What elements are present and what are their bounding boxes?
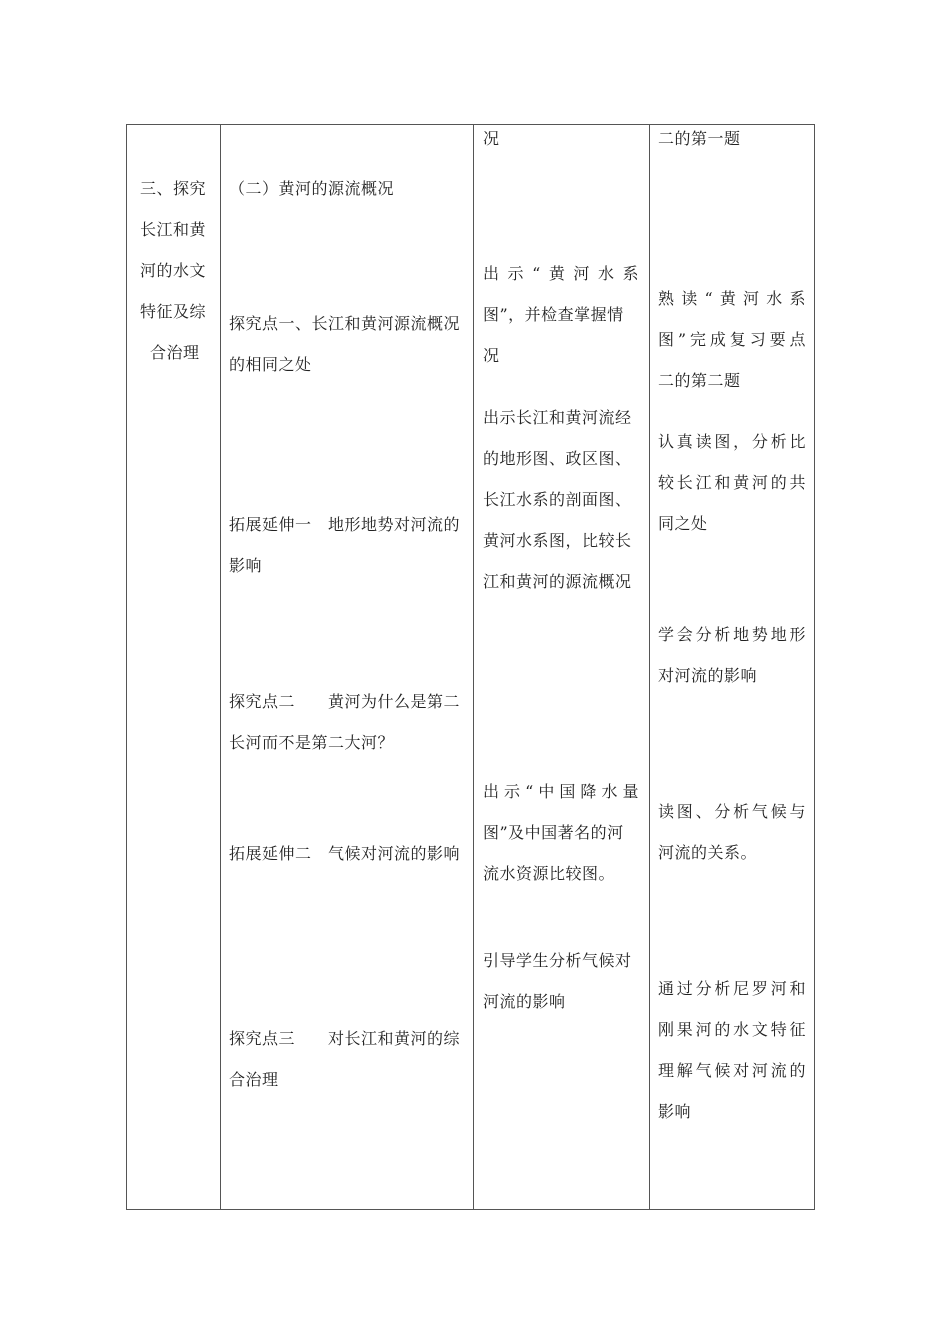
- teacher-line: 黄河水系图，比较长: [483, 531, 632, 550]
- content-line: 探究点三 对长江和黄河的综: [229, 1029, 461, 1048]
- column-divider-2: [473, 125, 474, 1209]
- teacher-line: 长江水系的剖面图、: [483, 490, 632, 509]
- teacher-line: 况: [483, 129, 500, 148]
- teacher-line: 江和黄河的源流概况: [483, 572, 632, 591]
- section-line: 河的水文: [140, 261, 207, 280]
- teacher-line: 流水资源比较图。: [483, 864, 616, 883]
- student-line: 理解气候对河流的: [658, 1061, 806, 1080]
- student-line: 二的第一题: [658, 129, 741, 148]
- content-line: 拓展延伸一 地形地势对河流的: [229, 515, 461, 534]
- section-line: 长江和黄: [140, 220, 207, 239]
- student-line: 图”完成复习要点: [658, 330, 806, 349]
- teacher-line: 况: [483, 346, 500, 365]
- section-line: 三、探究: [140, 179, 207, 198]
- section-line: 合治理: [150, 343, 200, 362]
- content-line: 探究点一、长江和黄河源流概况: [229, 314, 461, 333]
- student-line: 认真读图，分析比: [658, 432, 806, 451]
- student-line: 学会分析地势地形: [658, 625, 806, 644]
- teacher-line: 河流的影响: [483, 992, 566, 1011]
- content-line: 探究点二 黄河为什么是第二: [229, 692, 461, 711]
- student-line: 影响: [658, 1102, 692, 1121]
- content-line: 长河而不是第二大河？: [229, 733, 395, 752]
- student-line: 熟读“黄河水系: [658, 289, 806, 308]
- content-heading: （二）黄河的源流概况: [229, 179, 395, 198]
- content-line: 影响: [229, 556, 263, 575]
- student-line: 通过分析尼罗河和: [658, 979, 806, 998]
- teacher-line: 的地形图、政区图、: [483, 449, 632, 468]
- teacher-line: 出示“黄河水系: [483, 264, 639, 283]
- student-line: 刚果河的水文特征: [658, 1020, 806, 1039]
- student-line: 二的第二题: [658, 371, 741, 390]
- teacher-line: 引导学生分析气候对: [483, 951, 632, 970]
- column-divider-3: [649, 125, 650, 1209]
- content-line: 合治理: [229, 1070, 279, 1089]
- section-line: 特征及综: [140, 302, 207, 321]
- student-line: 读图、分析气候与: [658, 802, 806, 821]
- teacher-line: 出示长江和黄河流经: [483, 408, 632, 427]
- student-line: 同之处: [658, 514, 708, 533]
- teacher-line: 出示“中国降水量: [483, 782, 639, 801]
- teacher-line: 图”，并检查掌握情: [483, 305, 624, 324]
- column-divider-1: [220, 125, 221, 1209]
- teacher-line: 图”及中国著名的河: [483, 823, 624, 842]
- content-line: 拓展延伸二 气候对河流的影响: [229, 844, 461, 863]
- student-line: 较长江和黄河的共: [658, 473, 806, 492]
- student-line: 河流的关系。: [658, 843, 758, 862]
- student-line: 对河流的影响: [658, 666, 758, 685]
- content-line: 的相同之处: [229, 355, 312, 374]
